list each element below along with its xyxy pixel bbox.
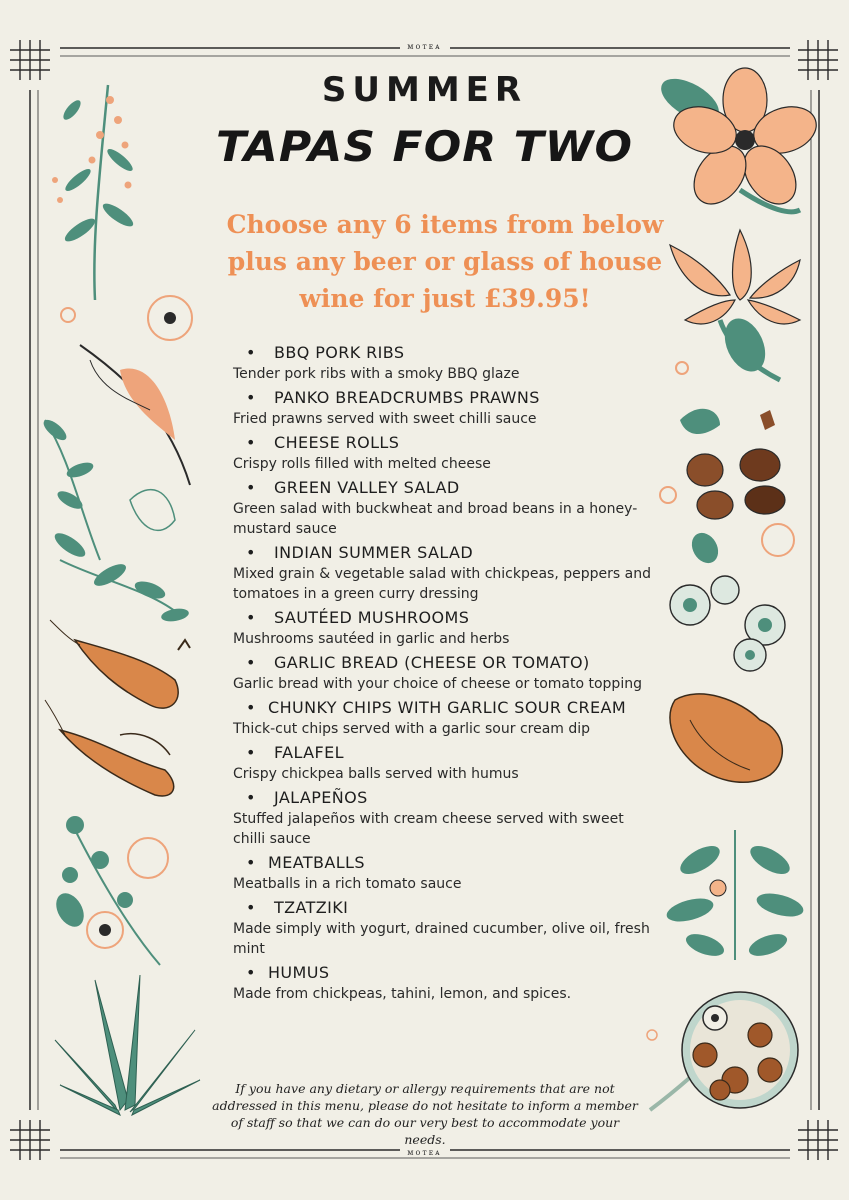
- menu-item-description: Crispy rolls filled with melted cheese: [233, 456, 491, 472]
- menu-item-description: Green salad with buckwheat and broad beans in a honey-mustard sauce: [233, 501, 638, 537]
- mushroom-icon: [680, 409, 785, 519]
- menu-item-description: Fried prawns served with sweet chilli sauce: [233, 411, 537, 427]
- allergy-footnote: If you have any dietary or allergy requirements that are not addressed in this menu, please do not hesitate to inform a member of staff so that we can do our very best to accommodate your needs.: [212, 1081, 638, 1147]
- prawn-icon: [670, 694, 782, 782]
- menu-item-name: • TZATZIKI: [233, 897, 653, 919]
- prawn-icon: [50, 620, 190, 708]
- prawn-icon: [45, 700, 174, 796]
- menu-item: [233, 852, 653, 894]
- menu-item-description: Made from chickpeas, tahini, lemon, and spices.: [233, 986, 572, 1002]
- menu-item-name: • JALAPEÑOS: [233, 787, 653, 809]
- menu-item: [233, 607, 653, 649]
- sprig-icon: [52, 85, 136, 300]
- menu-item-name: • BBQ PORK RIBS: [233, 342, 653, 364]
- feather-leaf-icon: [80, 345, 190, 485]
- agave-plant-icon: [55, 975, 200, 1115]
- menu-item: [233, 432, 653, 474]
- menu-item-name: • GREEN VALLEY SALAD: [233, 477, 653, 499]
- lily-flower-icon: [670, 230, 800, 380]
- menu-item-name: • CHEESE ROLLS: [233, 432, 653, 454]
- offer-text: Choose any 6 items from below plus any beer or glass of house wine for just £39.95!: [226, 210, 664, 313]
- menu-item: [233, 542, 653, 604]
- menu-item-description: Made simply with yogurt, drained cucumber, olive oil, fresh mint: [233, 921, 650, 957]
- menu-item-description: Mixed grain & vegetable salad with chickpeas, peppers and tomatoes in a green curry dressing: [233, 566, 651, 602]
- menu-item-name: • GARLIC BREAD (CHEESE OR TOMATO): [233, 652, 653, 674]
- menu-item: [233, 787, 653, 849]
- menu-item-description: Crispy chickpea balls served with humus: [233, 766, 519, 782]
- menu-item-description: Mushrooms sautéed in garlic and herbs: [233, 631, 510, 647]
- title-tapas-for-two: TAPAS FOR TWO: [215, 122, 634, 171]
- top-ornament-text: ᴍᴏᴛᴇᴀ: [407, 42, 442, 51]
- menu-item-name: • FALAFEL: [233, 742, 653, 764]
- menu-item-name: • SAUTÉED MUSHROOMS: [233, 607, 653, 629]
- bottom-ornament-text: ᴍᴏᴛᴇᴀ: [407, 1148, 442, 1157]
- menu-item-name: • MEATBALLS: [233, 852, 653, 874]
- menu-item: [233, 897, 653, 959]
- menu-item-description: Tender pork ribs with a smoky BBQ glaze: [233, 366, 520, 382]
- title-summer: SUMMER: [321, 70, 528, 110]
- menu-item: [233, 697, 653, 739]
- menu-item-name: • INDIAN SUMMER SALAD: [233, 542, 653, 564]
- menu-item: [233, 962, 653, 1004]
- menu-item-description: Garlic bread with your choice of cheese or tomato topping: [233, 676, 642, 692]
- menu-item-name: • PANKO BREADCRUMBS PRAWNS: [233, 387, 653, 409]
- menu-item: [233, 742, 653, 784]
- menu-item: [233, 477, 653, 539]
- menu-item-description: Thick-cut chips served with a garlic sour cream dip: [233, 721, 591, 737]
- sliced-roll-icon: [670, 528, 785, 671]
- falafel-bowl-icon: [650, 992, 798, 1110]
- herb-leaf-icon: [664, 830, 806, 960]
- menu-item: [233, 387, 653, 429]
- menu-item-name: • HUMUS: [233, 962, 653, 984]
- leafy-branch-icon: [40, 416, 189, 623]
- menu-item-description: Stuffed jalapeños with cream cheese served with sweet chilli sauce: [233, 811, 624, 847]
- menu-item: [233, 652, 653, 694]
- menu-list: [233, 342, 653, 1007]
- menu-item-name: • CHUNKY CHIPS WITH GARLIC SOUR CREAM: [233, 697, 633, 719]
- menu-item-description: Meatballs in a rich tomato sauce: [233, 876, 462, 892]
- menu-item: [233, 342, 653, 384]
